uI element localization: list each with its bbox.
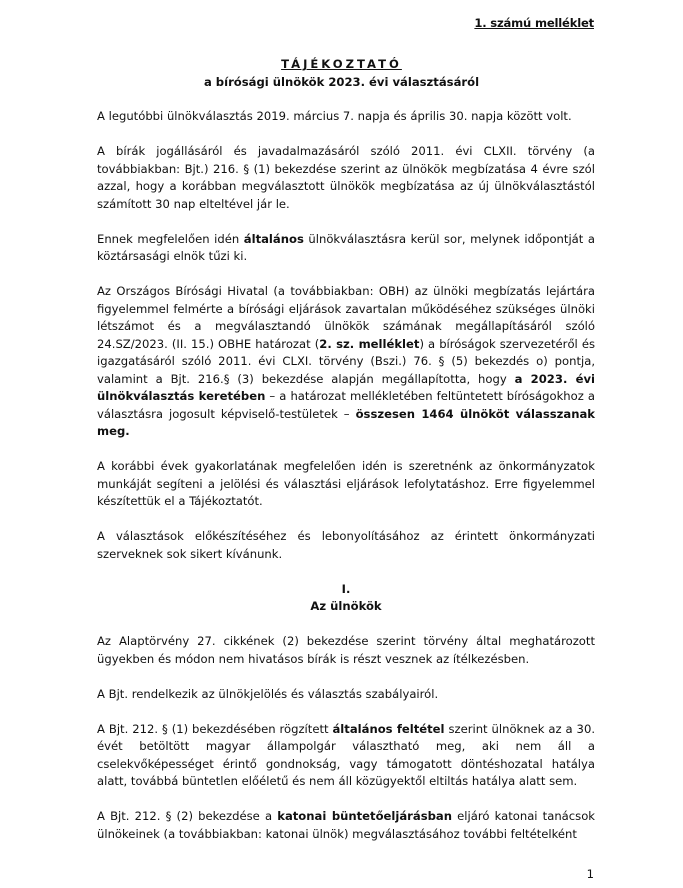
paragraph-bjt-mandate: A bírák jogállásáról és javadalmazásáról szóló 2011. évi CLXII. törvény (a továbbiakban: Bjt.) 216. § (1) bekezdése szerint az ülnökök megbízatása 4 évre szól azzal, hogy a korábban megválasztott ülnökök megbízatása az új ülnökválasztástól számított 30 nap elteltével jár le. bbox=[97, 144, 595, 211]
paragraph-general-condition bbox=[97, 721, 595, 791]
section-heading bbox=[97, 581, 595, 616]
title-subtitle: a bírósági ülnökök 2023. évi választásáról bbox=[203, 74, 480, 89]
paragraph-obh-decision bbox=[97, 283, 595, 441]
paragraph-good-wishes: A választások előkészítéséhez és lebonyolításához az érintett önkormányzati szerveknek sok sikert kívánunk. bbox=[97, 529, 595, 561]
paragraph-previous-election: A legutóbbi ülnökválasztás 2019. március 7. napja és április 30. napja között volt. bbox=[97, 109, 572, 123]
text-run: eljáró katonai tanácsok ülnökeinek (a továbbiakban: katonai ülnök) megválasztásához további feltételként bbox=[97, 809, 596, 841]
paragraph-constitution: Az Alaptörvény 27. cikkének (2) bekezdése szerint törvény által meghatározott ügyekben és módon nem hivatásos bírák is részt vesznek az ítélkezésben. bbox=[97, 634, 595, 666]
title-main: TÁJÉKOZTATÓ bbox=[281, 57, 402, 71]
text-run: szerint ülnöknek az a 30. évét betöltött magyar állampolgár választható meg, aki nem áll a cselekvőképességet érintő gondnokság, vagy támogatott döntéshozatal hatálya alatt, továbbá büntetlen előéletű és nem áll közügyektől eltiltás hatálya alatt sem. bbox=[97, 721, 595, 788]
text-run-bold: általános feltétel bbox=[332, 721, 445, 736]
text-run: ) a bíróságok szervezetéről és igazgatásáról szóló 2011. évi CLXI. törvény (Bszi.) 76. § (5) bekezdés o) pontja, valamint a Bjt. 216.§ (3) bekezdése alapján megállapította, hogy bbox=[97, 336, 595, 386]
text-run: Az Országos Bírósági Hivatal (a továbbiakban: OBH) az ülnöki megbízatás lejártára figyelemmel felmérte a bírósági eljárások zavartalan működéséhez szükséges ülnöki létszámot és a megválasztandó ülnökök számának megállapításáról szóló 24.SZ/2023. (II. 15.) OBHE határozat ( bbox=[97, 284, 595, 351]
text-run-bold: katonai büntetőeljárásban bbox=[277, 809, 453, 823]
annex-label: 1. számú melléklet bbox=[474, 16, 594, 30]
text-run-bold: 2. sz. melléklet bbox=[319, 336, 420, 351]
paragraph-guide-purpose: A korábbi évek gyakorlatának megfelelően idén is szeretnénk az önkormányzatok munkáját segíteni a jelölési és választási eljárások lefolytatáshoz. Erre figyelemmel készítettük el a Tájékoztatót. bbox=[97, 459, 595, 508]
text-run: – a határozat mellékletében feltüntetett bíróságokhoz a választásra jogosult képviselő-testületek – bbox=[97, 389, 595, 421]
text-run-bold: a 2023. évi ülnökválasztás keretében bbox=[97, 371, 595, 403]
document-body bbox=[97, 108, 595, 861]
paragraph-military-condition bbox=[97, 808, 595, 843]
document-title bbox=[0, 56, 683, 91]
text-run: A Bjt. 212. § (1) bekezdésében rögzített bbox=[97, 721, 333, 736]
page-number: 1 bbox=[586, 867, 594, 881]
paragraph-general-election bbox=[97, 231, 595, 266]
text-run: Ennek megfelelően idén bbox=[97, 231, 244, 246]
text-run-bold: általános bbox=[243, 231, 304, 246]
text-run-bold: összesen 1464 ülnököt válasszanak meg. bbox=[97, 406, 595, 438]
text-run: A Bjt. 212. § (2) bekezdése a bbox=[97, 809, 278, 823]
section-number: I. bbox=[341, 581, 351, 596]
paragraph-bjt-rules: A Bjt. rendelkezik az ülnökjelölés és választás szabályairól. bbox=[97, 686, 439, 701]
text-run: ülnökválasztásra kerül sor, melynek időpontját a köztársasági elnök tűzi ki. bbox=[97, 231, 595, 263]
section-title: Az ülnökök bbox=[310, 599, 382, 613]
